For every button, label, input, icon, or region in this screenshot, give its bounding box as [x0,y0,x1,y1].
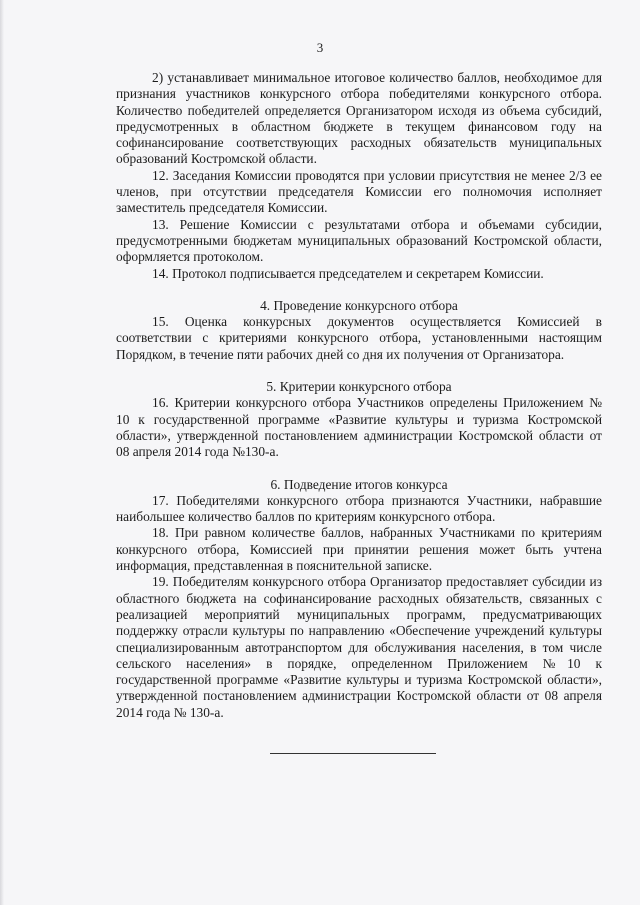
section-heading-4: 4. Проведение конкурсного отбора [260,297,458,313]
paragraph-13: 13. Решение Комиссии с результатами отбора и объемами субсидии, предусмотренными бюджетам муниципальных образований Костромской области, оформляется протоколом. [116,216,602,265]
scan-edge [0,0,4,905]
paragraph-12: 12. Заседания Комиссии проводятся при условии присутствия не менее 2/3 ее членов, при отсутствии председателя Комиссии его полномочия исполняет заместитель председателя Комиссии. [116,167,602,216]
page-number: 3 [316,40,324,55]
section-heading-5: 5. Критерии конкурсного отбора [266,379,452,395]
paragraph-item-2: 2) устанавливает минимальное итоговое количество баллов, необходимое для признания участников конкурсного отбора победителями конкурсного отбора. Количество победителей определяется Организатором исходя из объема субсидий, предусмотренных в областном бюджете в текущем финансовом году на софинансирование соответствующих расходных обязательств муниципальных образований Костромской области. [116,70,602,167]
paragraph-18: 18. При равном количестве баллов, набранных Участниками по критериям конкурсного отбора, Комиссией при принятии решения может быть учтена информация, представленная в пояснительной записке. [116,525,602,574]
paragraph-14: 14. Протокол подписывается председателем и секретарем Комиссии. [152,265,544,281]
document-body [116,70,602,721]
paragraph-19: 19. Победителям конкурсного отбора Организатор предоставляет субсидии из областного бюджета на софинансирование расходных обязательств, связанных с реализацией мероприятий муниципальных программ, предусматривающих поддержку отрасли культуры по направлению «Обеспечение учреждений культуры специализированным автотранспортом для обслуживания населения, в том числе сельского населения» в порядке, определенном Приложением №10 к государственной программе «Развитие культуры и туризма Костромской области», утвержденной постановлением администрации Костромской области от 08 апреля 2014 года № 130-а. [116,574,602,720]
paragraph-17: 17. Победителями конкурсного отбора признаются Участники, набравшие наибольшее количество баллов по критериям конкурсного отбора. [116,492,602,525]
paragraph-16: 16. Критерии конкурсного отбора Участников определены Приложением № 10 к государственной программе «Развитие культуры и туризма Костромской области», утвержденной постановлением администрации Костромской области от 08 апреля 2014 года №130-а. [116,395,602,460]
section-heading-6: 6. Подведение итогов конкурса [270,476,448,492]
section-gap [116,282,602,298]
end-separator-line [270,753,436,754]
section-gap [116,363,602,379]
section-gap [116,461,602,477]
paragraph-15: 15. Оценка конкурсных документов осуществляется Комиссией в соответствии с критериями конкурсного отбора, установленными настоящим Порядком, в течение пяти рабочих дней со дня их получения от Организатора. [116,314,602,362]
